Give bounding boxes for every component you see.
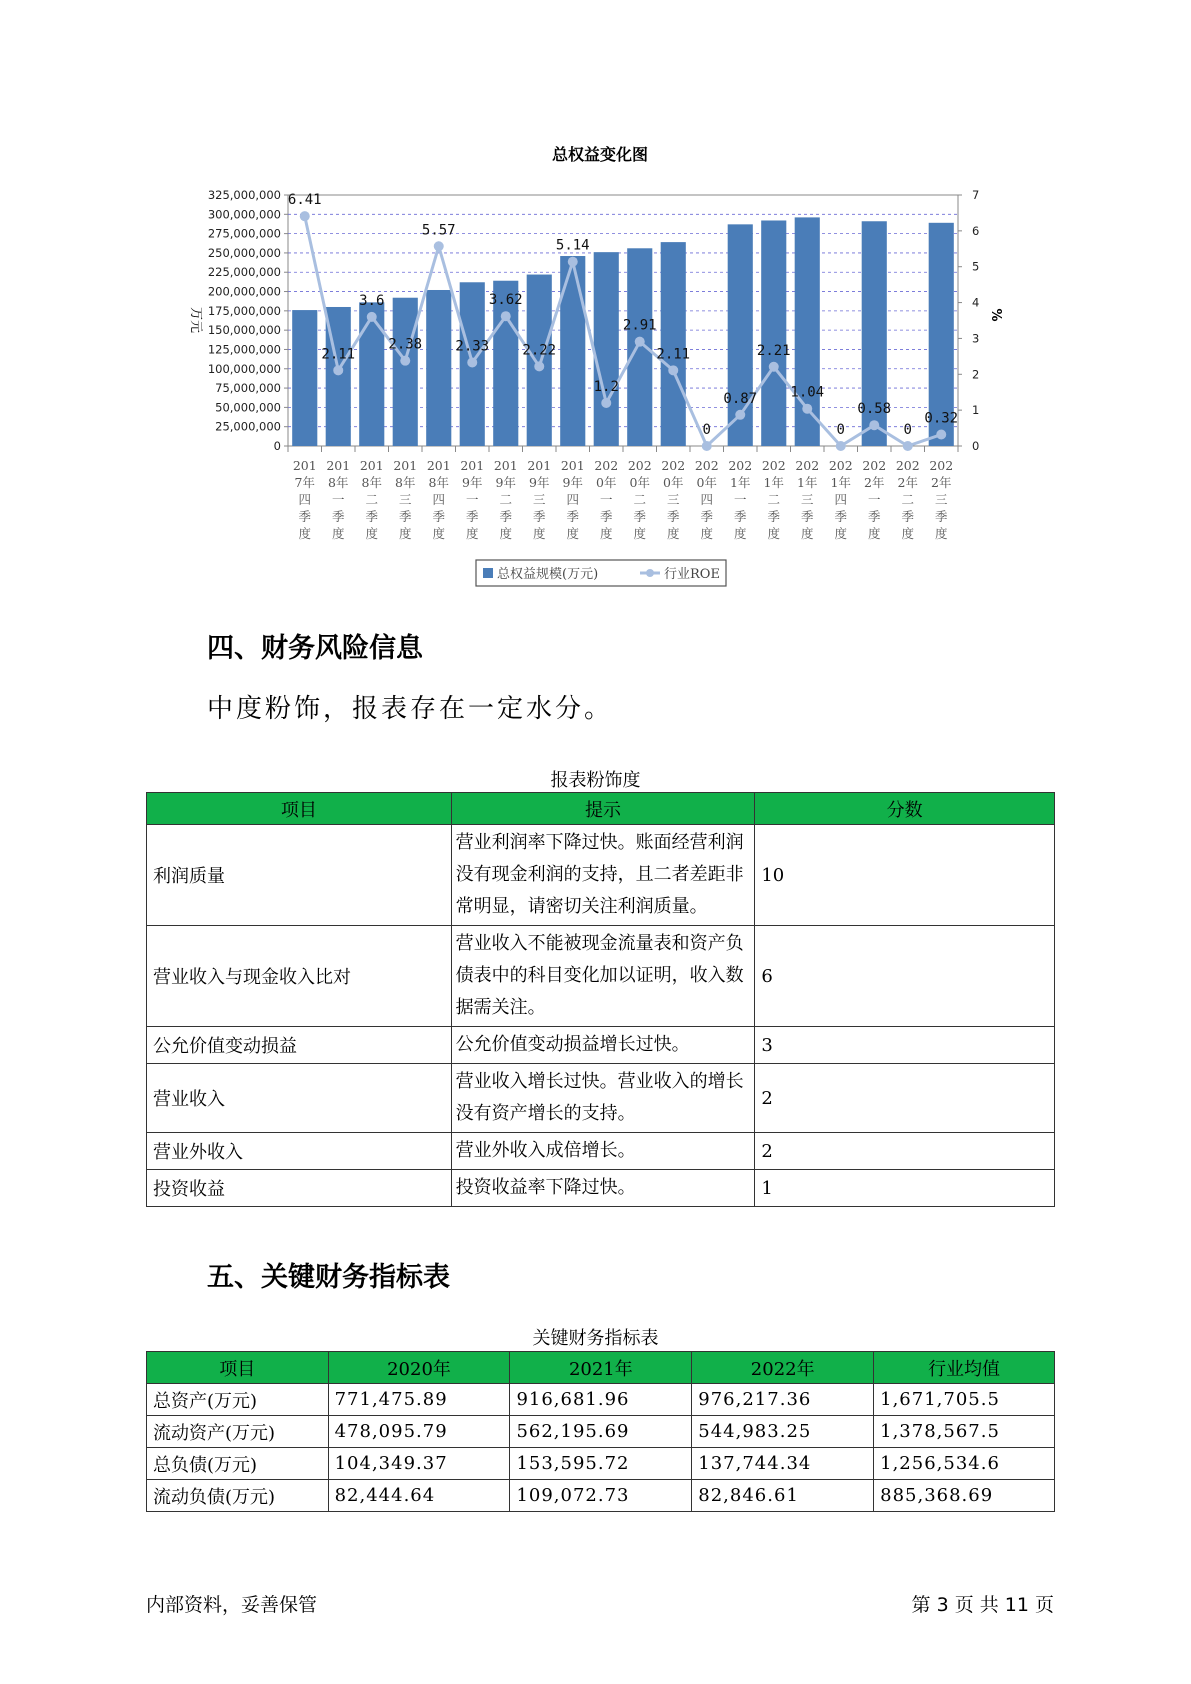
table-header-row <box>147 1352 1055 1384</box>
x-tick-label: 四 <box>834 492 848 507</box>
roe-data-label: 0 <box>903 422 912 438</box>
metric-value: 1,378,567.5 <box>874 1416 1055 1448</box>
x-tick-label: 四 <box>700 492 714 507</box>
x-tick-label: 202 <box>828 458 853 473</box>
x-tick-label: 一 <box>599 492 613 507</box>
metric-value: 109,072.73 <box>510 1480 692 1512</box>
y-right-tick-label: 6 <box>972 223 980 238</box>
legend-label-bar: 总权益规模(万元) <box>497 567 599 582</box>
table-row <box>147 825 1055 926</box>
y-tick-label: 300,000,000 <box>207 207 281 222</box>
column-header: 分数 <box>755 793 1055 825</box>
table-row <box>147 1027 1055 1064</box>
roe-data-label: 0.32 <box>924 410 959 427</box>
y-tick-label: 100,000,000 <box>207 361 281 376</box>
roe-point <box>400 356 410 366</box>
bar <box>527 275 552 446</box>
roe-point <box>802 404 812 414</box>
x-tick-label: 202 <box>661 458 686 473</box>
x-tick-label: 四 <box>432 492 446 507</box>
roe-point <box>501 311 511 321</box>
column-header: 2021年 <box>510 1352 692 1384</box>
y-right-tick-label: 7 <box>972 188 980 202</box>
risk-tip: 营业收入不能被现金流量表和资产负债表中的科目变化加以证明，收入数据需关注。 <box>451 926 755 1027</box>
x-tick-label: 201 <box>426 458 451 473</box>
metric-value: 885,368.69 <box>874 1480 1055 1512</box>
x-tick-label: 度 <box>700 526 714 541</box>
x-tick-label: 2年 <box>897 475 918 490</box>
x-tick-label: 度 <box>532 526 546 541</box>
roe-data-label: 6.41 <box>287 192 322 209</box>
metric-name: 总负债(万元) <box>147 1448 329 1480</box>
x-tick-label: 202 <box>895 458 920 473</box>
risk-item: 营业外收入 <box>147 1133 452 1170</box>
footer-confidential: 内部资料，妥善保管 <box>146 1594 318 1616</box>
x-tick-label: 0年 <box>629 475 650 490</box>
x-tick-label: 季 <box>800 509 814 524</box>
line-series <box>288 192 958 451</box>
metric-value: 104,349.37 <box>328 1448 510 1480</box>
x-tick-label: 202 <box>929 458 954 473</box>
metric-value: 771,475.89 <box>328 1384 510 1416</box>
risk-tip: 投资收益率下降过快。 <box>451 1170 755 1207</box>
y-tick-label: 250,000,000 <box>207 245 281 260</box>
x-tick-label: 201 <box>359 458 384 473</box>
x-tick-label: 8年 <box>395 475 416 490</box>
column-header: 项目 <box>147 1352 329 1384</box>
column-header: 行业均值 <box>874 1352 1055 1384</box>
y-right-tick-label: 2 <box>972 367 980 382</box>
x-tick-label: 度 <box>331 526 345 541</box>
x-tick-label: 季 <box>331 509 345 524</box>
roe-point <box>635 337 645 347</box>
roe-data-label: 0.87 <box>723 390 758 407</box>
table-row <box>147 926 1055 1027</box>
x-tick-label: 季 <box>901 509 915 524</box>
metrics-table <box>146 1351 1055 1512</box>
x-tick-label: 季 <box>532 509 546 524</box>
section5-heading: 五、关键财务指标表 <box>207 1262 450 1293</box>
y-tick-label: 175,000,000 <box>207 303 281 318</box>
x-tick-label: 一 <box>331 492 345 507</box>
x-tick-label: 季 <box>465 509 479 524</box>
roe-data-label: 2.21 <box>756 342 791 359</box>
risk-score: 2 <box>755 1133 1055 1170</box>
bar <box>761 220 786 446</box>
x-tick-label: 202 <box>862 458 887 473</box>
roe-data-label: 2.38 <box>388 336 423 353</box>
legend-label-line: 行业ROE <box>664 567 720 582</box>
x-tick-label: 8年 <box>361 475 382 490</box>
x-tick-label: 三 <box>398 492 412 507</box>
risk-score: 2 <box>755 1064 1055 1133</box>
metric-value: 916,681.96 <box>510 1384 692 1416</box>
x-tick-label: 度 <box>733 526 747 541</box>
roe-point <box>434 241 444 251</box>
y-tick-label: 225,000,000 <box>207 265 281 280</box>
x-tick-label: 度 <box>499 526 513 541</box>
x-tick-label: 度 <box>934 526 948 541</box>
y-right-tick-label: 3 <box>972 331 980 346</box>
x-tick-label: 季 <box>432 509 446 524</box>
x-tick-label: 一 <box>733 492 747 507</box>
footer-page-number: 第 3 页 共 11 页 <box>911 1594 1054 1616</box>
risk-tip: 营业利润率下降过快。账面经营利润没有现金利润的支持，且二者差距非常明显，请密切关注利润质量。 <box>451 825 755 926</box>
x-tick-label: 202 <box>795 458 820 473</box>
risk-table <box>146 792 1055 1207</box>
bar <box>594 252 619 446</box>
y-tick-label: 75,000,000 <box>215 381 281 396</box>
y-right-tick-label: 5 <box>972 259 980 274</box>
y-right-tick-label: 0 <box>972 439 980 453</box>
x-tick-label: 0年 <box>696 475 717 490</box>
roe-data-label: 1.04 <box>790 384 825 401</box>
roe-point <box>869 420 879 430</box>
x-tick-label: 9年 <box>495 475 516 490</box>
x-tick-label: 8年 <box>428 475 449 490</box>
roe-point <box>735 410 745 420</box>
x-tick-label: 四 <box>298 492 312 507</box>
x-tick-label: 201 <box>393 458 418 473</box>
x-tick-label: 202 <box>594 458 619 473</box>
x-tick-label: 度 <box>465 526 479 541</box>
bar <box>292 310 317 446</box>
x-tick-label: 季 <box>298 509 312 524</box>
x-tick-label: 季 <box>666 509 680 524</box>
risk-item: 投资收益 <box>147 1170 452 1207</box>
table-row <box>147 1384 1055 1416</box>
roe-point <box>668 365 678 375</box>
x-tick-label: 201 <box>292 458 317 473</box>
legend-swatch-point <box>646 569 654 577</box>
risk-table-caption: 报表粉饰度 <box>550 770 641 791</box>
metric-name: 流动资产(万元) <box>147 1416 329 1448</box>
roe-data-label: 2.11 <box>321 346 356 363</box>
x-tick-label: 202 <box>761 458 786 473</box>
x-tick-label: 度 <box>432 526 446 541</box>
chart-legend <box>476 560 726 586</box>
roe-data-label: 3.62 <box>488 292 523 309</box>
roe-point <box>333 365 343 375</box>
x-tick-label: 季 <box>733 509 747 524</box>
risk-item: 公允价值变动损益 <box>147 1027 452 1064</box>
roe-data-label: 3.6 <box>359 292 385 309</box>
risk-score: 1 <box>755 1170 1055 1207</box>
roe-data-label: 0 <box>702 422 711 438</box>
y-axis-left <box>208 188 288 453</box>
x-tick-label: 1年 <box>763 475 784 490</box>
metric-value: 478,095.79 <box>328 1416 510 1448</box>
roe-data-label: 2.91 <box>622 317 657 334</box>
x-tick-label: 二 <box>499 492 513 507</box>
metric-value: 137,744.34 <box>692 1448 874 1480</box>
metric-value: 82,444.64 <box>328 1480 510 1512</box>
risk-item: 营业收入与现金收入比对 <box>147 926 452 1027</box>
roe-data-label: 2.33 <box>455 338 490 355</box>
table-row <box>147 1448 1055 1480</box>
y-tick-label: 150,000,000 <box>207 323 281 338</box>
column-header: 2020年 <box>328 1352 510 1384</box>
x-tick-label: 度 <box>398 526 412 541</box>
roe-point <box>467 357 477 367</box>
roe-point <box>568 257 578 267</box>
x-tick-label: 季 <box>499 509 513 524</box>
x-tick-label: 0年 <box>596 475 617 490</box>
table-row <box>147 1170 1055 1207</box>
x-tick-label: 201 <box>527 458 552 473</box>
column-header: 项目 <box>147 793 452 825</box>
roe-point <box>367 312 377 322</box>
x-tick-label: 度 <box>800 526 814 541</box>
risk-score: 10 <box>755 825 1055 926</box>
risk-item: 营业收入 <box>147 1064 452 1133</box>
x-tick-label: 季 <box>834 509 848 524</box>
x-tick-label: 度 <box>767 526 781 541</box>
x-tick-label: 一 <box>867 492 881 507</box>
roe-point <box>903 441 913 451</box>
roe-data-label: 2.11 <box>656 346 691 363</box>
x-tick-label: 季 <box>867 509 881 524</box>
roe-point <box>769 362 779 372</box>
x-tick-label: 度 <box>566 526 580 541</box>
x-tick-label: 季 <box>398 509 412 524</box>
x-tick-label: 1年 <box>830 475 851 490</box>
y-right-tick-label: 4 <box>972 295 980 310</box>
x-tick-label: 202 <box>694 458 719 473</box>
metric-value: 1,671,705.5 <box>874 1384 1055 1416</box>
x-tick-label: 二 <box>365 492 379 507</box>
y-right-tick-label: 1 <box>972 403 980 418</box>
x-tick-label: 季 <box>633 509 647 524</box>
risk-tip: 营业外收入成倍增长。 <box>451 1133 755 1170</box>
bar <box>393 298 418 446</box>
x-tick-label: 度 <box>666 526 680 541</box>
x-tick-label: 201 <box>560 458 585 473</box>
x-tick-label: 9年 <box>562 475 583 490</box>
table-row <box>147 1064 1055 1133</box>
y-tick-label: 325,000,000 <box>207 188 281 202</box>
y-tick-label: 275,000,000 <box>207 226 281 241</box>
metric-value: 1,256,534.6 <box>874 1448 1055 1480</box>
x-tick-label: 一 <box>465 492 479 507</box>
risk-summary: 中度粉饰，报表存在一定水分。 <box>207 694 614 724</box>
x-tick-label: 8年 <box>328 475 349 490</box>
x-axis-labels <box>293 458 953 541</box>
y-axis-right <box>958 188 979 453</box>
legend-swatch-bar <box>483 568 493 578</box>
x-tick-label: 二 <box>633 492 647 507</box>
y-tick-label: 200,000,000 <box>207 284 281 299</box>
y-axis-right-label: % <box>988 308 1003 322</box>
roe-point <box>300 211 310 221</box>
roe-point <box>534 361 544 371</box>
chart-title: 总权益变化图 <box>551 145 649 164</box>
roe-data-label: 1.2 <box>593 378 619 395</box>
table-row <box>147 1416 1055 1448</box>
x-tick-label: 三 <box>532 492 546 507</box>
x-tick-label: 度 <box>867 526 881 541</box>
roe-point <box>702 441 712 451</box>
risk-tip: 公允价值变动损益增长过快。 <box>451 1027 755 1064</box>
x-tick-label: 季 <box>599 509 613 524</box>
x-tick-label: 二 <box>901 492 915 507</box>
x-tick-label: 度 <box>599 526 613 541</box>
x-tick-label: 三 <box>800 492 814 507</box>
metric-value: 976,217.36 <box>692 1384 874 1416</box>
risk-score: 6 <box>755 926 1055 1027</box>
x-tick-label: 季 <box>365 509 379 524</box>
y-tick-label: 50,000,000 <box>215 400 281 415</box>
x-tick-label: 9年 <box>462 475 483 490</box>
x-tick-label: 0年 <box>663 475 684 490</box>
y-axis-left-label: 万元 <box>188 306 203 334</box>
roe-data-label: 5.57 <box>421 222 456 239</box>
metric-value: 153,595.72 <box>510 1448 692 1480</box>
risk-score: 3 <box>755 1027 1055 1064</box>
x-tick-label: 三 <box>666 492 680 507</box>
bar <box>627 248 652 446</box>
metric-name: 流动负债(万元) <box>147 1480 329 1512</box>
x-tick-label: 季 <box>566 509 580 524</box>
x-tick-label: 度 <box>298 526 312 541</box>
risk-tip: 营业收入增长过快。营业收入的增长没有资产增长的支持。 <box>451 1064 755 1133</box>
x-tick-label: 四 <box>566 492 580 507</box>
x-tick-label: 三 <box>934 492 948 507</box>
table-row <box>147 1480 1055 1512</box>
x-tick-label: 7年 <box>294 475 315 490</box>
section4-heading: 四、财务风险信息 <box>207 633 423 664</box>
roe-point <box>836 441 846 451</box>
x-tick-label: 1年 <box>730 475 751 490</box>
x-tick-label: 季 <box>767 509 781 524</box>
x-tick-label: 2年 <box>864 475 885 490</box>
x-tick-label: 1年 <box>797 475 818 490</box>
y-tick-label: 0 <box>273 439 281 453</box>
metric-value: 562,195.69 <box>510 1416 692 1448</box>
x-tick-label: 度 <box>365 526 379 541</box>
x-tick-label: 度 <box>834 526 848 541</box>
x-tick-label: 201 <box>493 458 518 473</box>
x-tick-label: 202 <box>627 458 652 473</box>
y-tick-label: 125,000,000 <box>207 342 281 357</box>
bar <box>426 290 451 446</box>
x-tick-label: 202 <box>728 458 753 473</box>
table-row <box>147 1133 1055 1170</box>
metric-value: 544,983.25 <box>692 1416 874 1448</box>
roe-point <box>936 430 946 440</box>
metric-name: 总资产(万元) <box>147 1384 329 1416</box>
x-tick-label: 201 <box>326 458 351 473</box>
x-tick-label: 2年 <box>931 475 952 490</box>
roe-point <box>601 398 611 408</box>
y-tick-label: 25,000,000 <box>215 419 281 434</box>
x-tick-label: 季 <box>934 509 948 524</box>
x-tick-label: 二 <box>767 492 781 507</box>
equity-chart <box>0 0 1191 600</box>
roe-data-label: 0 <box>836 422 845 438</box>
column-header: 2022年 <box>692 1352 874 1384</box>
x-tick-label: 度 <box>901 526 915 541</box>
x-tick-label: 季 <box>700 509 714 524</box>
roe-data-label: 0.58 <box>857 401 892 418</box>
x-tick-label: 201 <box>460 458 485 473</box>
risk-item: 利润质量 <box>147 825 452 926</box>
metric-value: 82,846.61 <box>692 1480 874 1512</box>
metrics-table-caption: 关键财务指标表 <box>532 1328 659 1349</box>
x-tick-label: 度 <box>633 526 647 541</box>
column-header: 提示 <box>451 793 755 825</box>
bar <box>661 242 686 446</box>
x-tick-label: 9年 <box>529 475 550 490</box>
bar <box>359 302 384 446</box>
roe-data-label: 5.14 <box>555 237 590 254</box>
roe-data-label: 2.22 <box>522 342 557 359</box>
table-header-row <box>147 793 1055 825</box>
